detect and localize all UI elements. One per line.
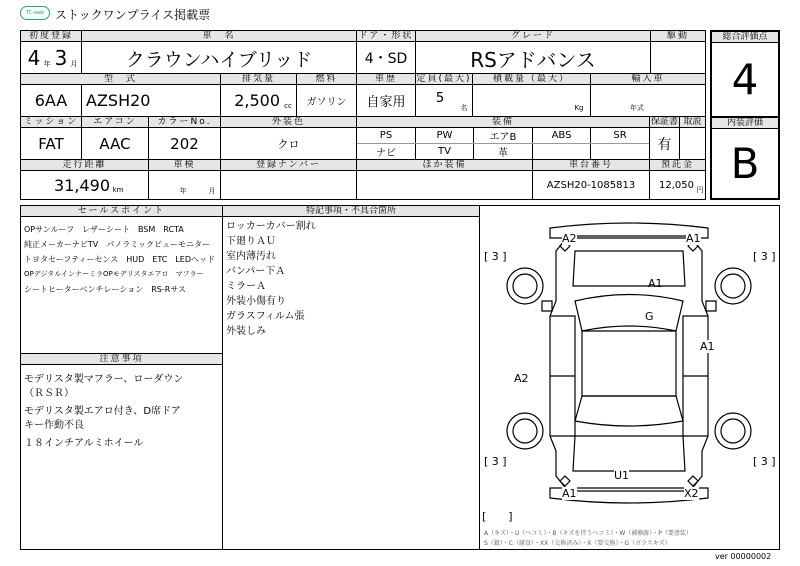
damage-mark: X2 [684, 487, 699, 500]
equip-tv: TV [438, 146, 451, 157]
capacity: 5 [435, 90, 445, 106]
inspection-month: 月 [208, 187, 216, 195]
tire-front-right: [ 3 ] [753, 250, 776, 263]
damage-mark: A2 [562, 232, 577, 245]
damage-mark: A1 [648, 277, 663, 290]
list-item: トヨタセーフティーセンス HUD ETC LEDヘッド [24, 255, 215, 264]
displacement: 2,500 [234, 91, 280, 110]
header-door-shape: ドア・形状 [358, 31, 414, 41]
mission: FAT [38, 134, 64, 153]
interior-grade: B [730, 139, 760, 188]
aircon: AAC [99, 134, 131, 153]
header-fuel: 燃料 [297, 74, 356, 84]
equip-pw: PW [436, 130, 453, 141]
sales-points-list [24, 222, 220, 297]
header-car-name: 車 名 [82, 31, 356, 41]
displacement-unit: cc [284, 102, 292, 110]
header-ext-color: 外装色 [221, 117, 356, 127]
list-item: モデリスタ製マフラー、ローダウン [24, 374, 184, 385]
list-item: シートヒーターベンチレーション RS-Rサス [24, 285, 186, 294]
usage: 自家用 [366, 95, 406, 110]
first-reg-year-unit: 年 [43, 60, 51, 68]
list-item: 外装しみ [226, 326, 266, 337]
list-item: （ＲＳＲ） [24, 388, 74, 399]
color-no: 202 [170, 134, 199, 153]
equip-abs: ABS [551, 130, 572, 141]
warranty: 有 [657, 136, 672, 153]
load-unit: Kg [574, 104, 584, 112]
header-interior-grade: 内装評価 [712, 118, 778, 128]
spare-tire: [ ] [482, 510, 513, 523]
version-label: ver 00000002 [715, 552, 772, 561]
header-sales-points: セールスポイント [21, 206, 222, 216]
legend-line-2: S（錆）・C（腐食）・XX（交換済み）・X（要交換）・G（ガラスキズ） [484, 540, 671, 547]
damage-mark: A1 [700, 340, 715, 353]
list-item: モデリスタ製エアロ付き、D席ドア [24, 406, 181, 417]
list-item: ミラーＡ [226, 281, 266, 292]
damage-mark: A1 [562, 487, 577, 500]
mileage-unit: km [112, 186, 124, 194]
header-cautions: 注意事項 [21, 354, 222, 364]
tire-rear-right: [ 3 ] [753, 455, 776, 468]
header-usage: 車歴 [357, 74, 415, 84]
equip-sr: SR [613, 130, 627, 141]
logo: TC-web [20, 6, 50, 20]
header-manual: 取説 [680, 117, 705, 127]
list-item: 室内薄汚れ [226, 251, 276, 262]
header-inspection: 車検 [149, 160, 220, 170]
header-mileage: 走行距離 [21, 160, 148, 170]
equip-ps: PS [379, 130, 393, 141]
price: 12,050 [659, 180, 694, 191]
header-import: 輸入車 [591, 74, 705, 84]
damage-mark: G [645, 310, 654, 323]
header-overall-grade: 総合評価点 [712, 32, 778, 42]
fuel: ガソリン [306, 97, 347, 108]
equip-navi: ナビ [376, 148, 396, 159]
header-load: 積載量（最大） [473, 74, 590, 84]
equip-airbag: エアB [489, 132, 517, 143]
ext-color: クロ [277, 137, 300, 151]
header-warranty: 保証書 [650, 117, 678, 127]
door-shape: 4・SD [364, 51, 408, 67]
header-capacity: 定員(最大) [416, 74, 472, 84]
first-reg-month: 3 [54, 46, 68, 70]
list-item: 純正メーカーナビTV パノラミックビューモニター [24, 240, 211, 249]
notes-list [226, 219, 476, 339]
header-drive: 駆動 [651, 31, 705, 41]
header-first-reg: 初度登録 [21, 31, 81, 41]
cautions-list [24, 373, 220, 451]
equip-leather: 革 [498, 148, 508, 159]
header-aircon: エアコン [82, 117, 148, 127]
tire-front-left: [ 3 ] [484, 250, 507, 263]
overall-grade: 4 [731, 55, 759, 104]
mileage: 31,490 [54, 176, 110, 195]
first-reg-year: 4 [27, 46, 41, 70]
header-price: 預託金 [650, 160, 705, 170]
damage-mark: U1 [614, 469, 630, 482]
list-item: キー作動不良 [24, 420, 84, 431]
header-displacement: 排気量 [221, 74, 296, 84]
model-code: 6AA [34, 91, 68, 110]
capacity-unit: 名 [460, 104, 468, 112]
list-item: １８インチアルミホイール [24, 438, 144, 449]
list-item: 下廻りＡＵ [226, 236, 276, 247]
inspection-year: 年 [179, 187, 187, 195]
grade: RSアドバンス [470, 47, 596, 72]
list-item: OPサンルーフ レザーシート BSM RCTA [24, 225, 184, 234]
header-color-no: カラーNo. [149, 117, 220, 127]
header-model: 型 式 [21, 74, 220, 84]
header-mission: ミッション [21, 117, 81, 127]
list-item: ガラスフィルム張 [226, 311, 305, 322]
list-item: バンパー下Ａ [226, 266, 286, 277]
tire-rear-left: [ 3 ] [484, 455, 507, 468]
header-chassis-no: 車台番号 [533, 160, 649, 170]
model: AZSH20 [86, 91, 151, 110]
header-notes: 特記事項・不具合箇所 [223, 206, 479, 216]
first-reg-month-unit: 月 [70, 60, 78, 68]
price-unit: 円 [696, 186, 704, 194]
damage-mark: A1 [686, 232, 701, 245]
car-name: クラウンハイブリッド [125, 48, 313, 71]
header-reg-number: 登録ナンバー [221, 160, 356, 170]
list-item: ロッカーカバー割れ [226, 221, 316, 232]
damage-mark: A2 [514, 372, 529, 385]
header-other-equipment: ほか装備 [357, 160, 532, 170]
list-item: OPデジタルインナーミラOPモデリスタエアロ マフラー [24, 270, 204, 278]
legend-line-1: A（キズ）・U（ヘコミ）・B（キズを伴うヘコミ）・W（補修跡）・P（要塗装） [484, 530, 692, 537]
list-item: 外装小傷有り [226, 296, 286, 307]
header-equipment: 装備 [357, 117, 649, 127]
chassis-no: AZSH20-1085813 [546, 180, 636, 191]
document-title: ストックワンプライス掲載票 [55, 8, 211, 22]
header-grade: グレード [416, 31, 650, 41]
import-unit: 年式 [630, 104, 644, 112]
car-damage-diagram [480, 206, 779, 526]
